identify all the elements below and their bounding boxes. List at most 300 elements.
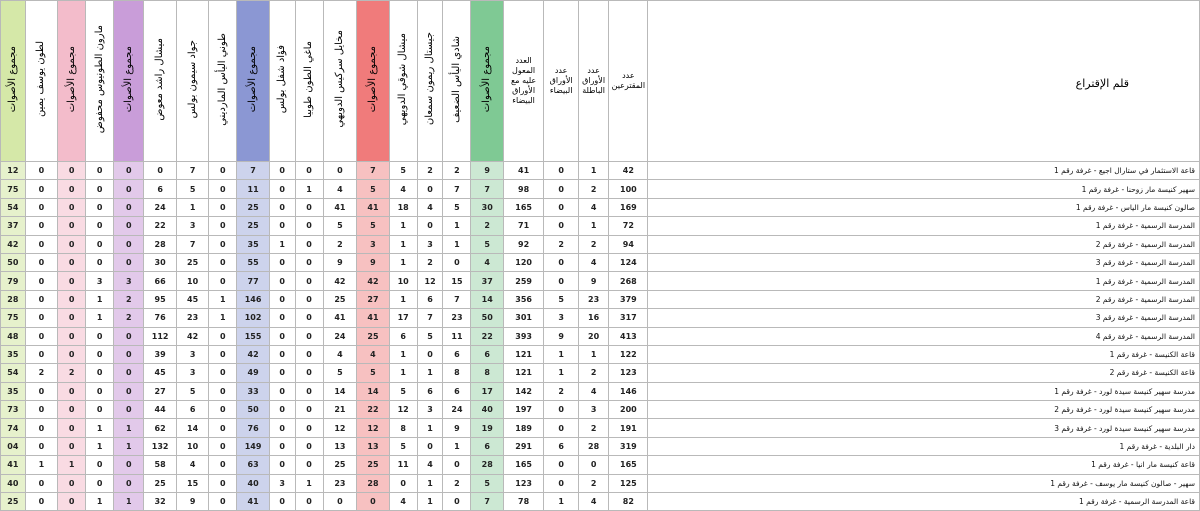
table-cell[interactable]: 37 — [1, 217, 26, 235]
table-cell[interactable]: 0 — [86, 198, 114, 216]
table-cell[interactable]: 4 — [579, 253, 609, 271]
table-cell[interactable]: 155 — [237, 327, 269, 345]
table-cell[interactable]: 0 — [544, 474, 579, 492]
table-cell[interactable]: 120 — [503, 253, 543, 271]
table-cell[interactable]: 74 — [1, 419, 26, 437]
table-cell[interactable]: 259 — [503, 272, 543, 290]
table-cell[interactable]: 2 — [544, 382, 579, 400]
table-cell[interactable]: 5 — [389, 437, 417, 455]
table-cell[interactable]: 112 — [144, 327, 176, 345]
table-cell[interactable]: 317 — [609, 309, 648, 327]
table-cell[interactable]: 0 — [443, 493, 471, 511]
table-cell[interactable]: 42 — [323, 272, 357, 290]
table-cell[interactable]: 3 — [176, 345, 208, 363]
table-cell[interactable]: 2 — [471, 217, 503, 235]
table-cell[interactable]: 0 — [25, 382, 57, 400]
table-cell[interactable]: 12 — [417, 272, 443, 290]
table-cell[interactable]: 0 — [417, 437, 443, 455]
table-cell[interactable]: 0 — [295, 456, 323, 474]
table-cell[interactable]: 4 — [357, 345, 389, 363]
table-cell[interactable]: 0 — [209, 382, 237, 400]
table-cell[interactable]: 92 — [503, 235, 543, 253]
table-cell[interactable]: 6 — [471, 345, 503, 363]
table-cell[interactable]: 2 — [579, 364, 609, 382]
table-cell[interactable]: 1 — [544, 364, 579, 382]
table-cell[interactable]: 3 — [544, 309, 579, 327]
table-cell[interactable]: 6 — [443, 382, 471, 400]
table-cell[interactable]: 0 — [295, 419, 323, 437]
table-cell[interactable]: 0 — [209, 456, 237, 474]
table-cell[interactable]: 0 — [25, 253, 57, 271]
table-cell[interactable]: 8 — [389, 419, 417, 437]
table-cell[interactable]: 7 — [417, 309, 443, 327]
table-cell[interactable]: 28 — [144, 235, 176, 253]
table-cell[interactable]: 0 — [86, 456, 114, 474]
table-cell[interactable]: 40 — [1, 474, 26, 492]
table-cell[interactable]: 4 — [323, 345, 357, 363]
table-cell[interactable]: 6 — [417, 290, 443, 308]
table-cell[interactable]: 41 — [323, 198, 357, 216]
ballot-cell[interactable]: مدرسة سهير كنيسة سيدة لورد - غرفة رقم 3 — [648, 419, 1200, 437]
table-cell[interactable]: 2 — [114, 290, 144, 308]
table-cell[interactable]: 11 — [389, 456, 417, 474]
table-cell[interactable]: 1 — [114, 493, 144, 511]
table-cell[interactable]: 0 — [209, 253, 237, 271]
table-cell[interactable]: 5 — [176, 382, 208, 400]
table-cell[interactable]: 37 — [471, 272, 503, 290]
table-cell[interactable]: 0 — [86, 180, 114, 198]
table-cell[interactable]: 0 — [58, 401, 86, 419]
table-cell[interactable]: 32 — [144, 493, 176, 511]
table-cell[interactable]: 9 — [176, 493, 208, 511]
table-cell[interactable]: 0 — [114, 180, 144, 198]
table-cell[interactable]: 50 — [237, 401, 269, 419]
table-cell[interactable]: 98 — [503, 180, 543, 198]
table-cell[interactable]: 9 — [471, 162, 503, 180]
table-cell[interactable]: 3 — [579, 401, 609, 419]
table-cell[interactable]: 8 — [443, 364, 471, 382]
table-cell[interactable]: 165 — [503, 456, 543, 474]
ballot-cell[interactable]: مدرسة سهير كنيسة سيدة لورد - غرفة رقم 1 — [648, 382, 1200, 400]
table-cell[interactable]: 25 — [1, 493, 26, 511]
table-cell[interactable]: 13 — [357, 437, 389, 455]
table-cell[interactable]: 79 — [1, 272, 26, 290]
table-cell[interactable]: 21 — [323, 401, 357, 419]
table-cell[interactable]: 12 — [357, 419, 389, 437]
ballot-cell[interactable]: قاعة كنيسة مار انيا - غرفة رقم 1 — [648, 456, 1200, 474]
table-cell[interactable]: 1 — [86, 290, 114, 308]
table-cell[interactable]: 413 — [609, 327, 648, 345]
table-cell[interactable]: 24 — [144, 198, 176, 216]
table-cell[interactable]: 0 — [25, 162, 57, 180]
table-cell[interactable]: 4 — [579, 198, 609, 216]
table-cell[interactable]: 0 — [25, 290, 57, 308]
table-cell[interactable]: 35 — [237, 235, 269, 253]
table-cell[interactable]: 0 — [114, 382, 144, 400]
table-cell[interactable]: 0 — [58, 474, 86, 492]
table-cell[interactable]: 132 — [144, 437, 176, 455]
table-cell[interactable]: 40 — [471, 401, 503, 419]
table-cell[interactable]: 0 — [295, 345, 323, 363]
table-cell[interactable]: 71 — [503, 217, 543, 235]
table-cell[interactable]: 1 — [544, 345, 579, 363]
table-cell[interactable]: 8 — [471, 364, 503, 382]
table-cell[interactable]: 2 — [323, 235, 357, 253]
table-cell[interactable]: 4 — [579, 493, 609, 511]
table-cell[interactable]: 0 — [269, 345, 295, 363]
table-cell[interactable]: 4 — [323, 180, 357, 198]
table-cell[interactable]: 0 — [114, 235, 144, 253]
table-cell[interactable]: 0 — [58, 419, 86, 437]
table-cell[interactable]: 14 — [471, 290, 503, 308]
ballot-cell[interactable]: المدرسة الرسمية - غرفة رقم 2 — [648, 290, 1200, 308]
table-cell[interactable]: 1 — [417, 364, 443, 382]
table-cell[interactable]: 15 — [443, 272, 471, 290]
table-cell[interactable]: 28 — [1, 290, 26, 308]
table-cell[interactable]: 28 — [471, 456, 503, 474]
table-cell[interactable]: 54 — [1, 364, 26, 382]
table-cell[interactable]: 0 — [25, 493, 57, 511]
table-cell[interactable]: 0 — [295, 272, 323, 290]
table-cell[interactable]: 2 — [58, 364, 86, 382]
table-cell[interactable]: 41 — [357, 309, 389, 327]
table-cell[interactable]: 2 — [114, 309, 144, 327]
table-cell[interactable]: 55 — [237, 253, 269, 271]
table-cell[interactable]: 24 — [443, 401, 471, 419]
table-cell[interactable]: 0 — [417, 180, 443, 198]
table-cell[interactable]: 0 — [114, 198, 144, 216]
table-cell[interactable]: 0 — [544, 456, 579, 474]
table-cell[interactable]: 0 — [209, 401, 237, 419]
table-cell[interactable]: 0 — [114, 345, 144, 363]
table-cell[interactable]: 0 — [114, 456, 144, 474]
ballot-cell[interactable]: المدرسة الرسمية - غرفة رقم 2 — [648, 235, 1200, 253]
table-cell[interactable]: 0 — [544, 272, 579, 290]
table-cell[interactable]: 0 — [209, 162, 237, 180]
table-cell[interactable]: 1 — [417, 474, 443, 492]
table-cell[interactable]: 0 — [295, 364, 323, 382]
table-cell[interactable]: 6 — [471, 437, 503, 455]
table-cell[interactable]: 15 — [176, 474, 208, 492]
table-cell[interactable]: 2 — [579, 474, 609, 492]
table-cell[interactable]: 0 — [269, 419, 295, 437]
table-cell[interactable]: 0 — [544, 253, 579, 271]
table-cell[interactable]: 1 — [86, 309, 114, 327]
table-cell[interactable]: 3 — [176, 217, 208, 235]
table-cell[interactable]: 6 — [144, 180, 176, 198]
table-cell[interactable]: 17 — [471, 382, 503, 400]
table-cell[interactable]: 0 — [209, 474, 237, 492]
table-cell[interactable]: 95 — [144, 290, 176, 308]
table-cell[interactable]: 0 — [295, 327, 323, 345]
table-cell[interactable]: 0 — [295, 382, 323, 400]
table-cell[interactable]: 9 — [544, 327, 579, 345]
table-cell[interactable]: 18 — [389, 198, 417, 216]
table-cell[interactable]: 73 — [1, 401, 26, 419]
table-cell[interactable]: 45 — [144, 364, 176, 382]
table-cell[interactable]: 5 — [471, 474, 503, 492]
table-cell[interactable]: 58 — [144, 456, 176, 474]
table-cell[interactable]: 4 — [176, 456, 208, 474]
table-cell[interactable]: 27 — [357, 290, 389, 308]
table-cell[interactable]: 1 — [389, 253, 417, 271]
table-cell[interactable]: 2 — [417, 253, 443, 271]
table-cell[interactable]: 0 — [209, 272, 237, 290]
table-cell[interactable]: 2 — [443, 162, 471, 180]
table-cell[interactable]: 42 — [357, 272, 389, 290]
table-cell[interactable]: 33 — [237, 382, 269, 400]
table-cell[interactable]: 72 — [609, 217, 648, 235]
table-cell[interactable]: 0 — [417, 217, 443, 235]
table-cell[interactable]: 7 — [471, 493, 503, 511]
table-cell[interactable]: 23 — [176, 309, 208, 327]
table-cell[interactable]: 41 — [237, 493, 269, 511]
table-cell[interactable]: 7 — [357, 162, 389, 180]
table-cell[interactable]: 0 — [58, 327, 86, 345]
table-cell[interactable]: 04 — [1, 437, 26, 455]
table-cell[interactable]: 7 — [471, 180, 503, 198]
table-cell[interactable]: 0 — [114, 401, 144, 419]
table-cell[interactable]: 23 — [443, 309, 471, 327]
ballot-cell[interactable]: دار البلدية - غرفة رقم 1 — [648, 437, 1200, 455]
table-cell[interactable]: 0 — [269, 364, 295, 382]
table-cell[interactable]: 16 — [579, 309, 609, 327]
table-cell[interactable]: 2 — [25, 364, 57, 382]
table-cell[interactable]: 0 — [295, 253, 323, 271]
ballot-cell[interactable]: قاعة الاستثمار في ستارال اجيع - غرفة رقم 1 — [648, 162, 1200, 180]
table-cell[interactable]: 9 — [443, 419, 471, 437]
table-cell[interactable]: 3 — [417, 235, 443, 253]
table-cell[interactable]: 41 — [323, 309, 357, 327]
table-cell[interactable]: 30 — [144, 253, 176, 271]
table-cell[interactable]: 0 — [443, 253, 471, 271]
table-cell[interactable]: 0 — [269, 217, 295, 235]
table-cell[interactable]: 1 — [86, 493, 114, 511]
table-cell[interactable]: 379 — [609, 290, 648, 308]
table-cell[interactable]: 44 — [144, 401, 176, 419]
table-cell[interactable]: 0 — [58, 345, 86, 363]
table-cell[interactable]: 25 — [176, 253, 208, 271]
table-cell[interactable]: 1 — [295, 180, 323, 198]
table-cell[interactable]: 49 — [237, 364, 269, 382]
table-cell[interactable]: 0 — [544, 180, 579, 198]
table-cell[interactable]: 2 — [443, 474, 471, 492]
table-cell[interactable]: 146 — [609, 382, 648, 400]
table-cell[interactable]: 7 — [443, 180, 471, 198]
table-cell[interactable]: 1 — [544, 493, 579, 511]
table-cell[interactable]: 1 — [176, 198, 208, 216]
table-cell[interactable]: 2 — [579, 419, 609, 437]
table-cell[interactable]: 7 — [443, 290, 471, 308]
table-cell[interactable]: 3 — [176, 364, 208, 382]
table-cell[interactable]: 13 — [323, 437, 357, 455]
table-cell[interactable]: 1 — [269, 235, 295, 253]
table-cell[interactable]: 5 — [176, 180, 208, 198]
table-cell[interactable]: 4 — [579, 382, 609, 400]
table-cell[interactable]: 76 — [144, 309, 176, 327]
table-cell[interactable]: 125 — [609, 474, 648, 492]
table-cell[interactable]: 0 — [323, 162, 357, 180]
table-cell[interactable]: 0 — [269, 162, 295, 180]
table-cell[interactable]: 0 — [443, 456, 471, 474]
table-cell[interactable]: 27 — [144, 382, 176, 400]
table-cell[interactable]: 1 — [209, 309, 237, 327]
table-cell[interactable]: 0 — [25, 180, 57, 198]
table-cell[interactable]: 0 — [269, 290, 295, 308]
table-cell[interactable]: 5 — [389, 382, 417, 400]
table-cell[interactable]: 54 — [1, 198, 26, 216]
table-cell[interactable]: 0 — [25, 327, 57, 345]
table-cell[interactable]: 25 — [323, 290, 357, 308]
table-cell[interactable]: 12 — [389, 401, 417, 419]
table-cell[interactable]: 0 — [25, 474, 57, 492]
table-cell[interactable]: 0 — [209, 364, 237, 382]
table-cell[interactable]: 123 — [609, 364, 648, 382]
table-cell[interactable]: 0 — [209, 235, 237, 253]
table-cell[interactable]: 28 — [579, 437, 609, 455]
table-cell[interactable]: 5 — [544, 290, 579, 308]
table-cell[interactable]: 25 — [237, 217, 269, 235]
table-cell[interactable]: 0 — [295, 217, 323, 235]
table-cell[interactable]: 0 — [114, 327, 144, 345]
table-cell[interactable]: 0 — [58, 180, 86, 198]
table-cell[interactable]: 0 — [269, 382, 295, 400]
ballot-cell[interactable]: قاعة المدرسة الرسمية - غرفة رقم 1 — [648, 493, 1200, 511]
table-cell[interactable]: 0 — [25, 437, 57, 455]
table-cell[interactable]: 6 — [544, 437, 579, 455]
table-cell[interactable]: 5 — [323, 217, 357, 235]
table-cell[interactable]: 0 — [295, 493, 323, 511]
table-cell[interactable]: 0 — [544, 419, 579, 437]
table-cell[interactable]: 75 — [1, 180, 26, 198]
table-cell[interactable]: 1 — [579, 345, 609, 363]
table-cell[interactable]: 63 — [237, 456, 269, 474]
table-cell[interactable]: 1 — [579, 162, 609, 180]
table-cell[interactable]: 0 — [295, 198, 323, 216]
table-cell[interactable]: 77 — [237, 272, 269, 290]
table-cell[interactable]: 24 — [323, 327, 357, 345]
table-cell[interactable]: 3 — [417, 401, 443, 419]
table-cell[interactable]: 45 — [176, 290, 208, 308]
table-cell[interactable]: 123 — [503, 474, 543, 492]
table-cell[interactable]: 22 — [357, 401, 389, 419]
table-cell[interactable]: 1 — [389, 235, 417, 253]
table-cell[interactable]: 0 — [86, 364, 114, 382]
table-cell[interactable]: 0 — [86, 327, 114, 345]
table-cell[interactable]: 41 — [357, 198, 389, 216]
table-cell[interactable]: 0 — [114, 364, 144, 382]
table-cell[interactable]: 0 — [269, 437, 295, 455]
table-cell[interactable]: 2 — [579, 235, 609, 253]
table-cell[interactable]: 5 — [357, 217, 389, 235]
table-cell[interactable]: 0 — [295, 437, 323, 455]
table-cell[interactable]: 0 — [544, 217, 579, 235]
table-cell[interactable]: 124 — [609, 253, 648, 271]
table-cell[interactable]: 76 — [237, 419, 269, 437]
table-cell[interactable]: 7 — [176, 235, 208, 253]
table-cell[interactable]: 0 — [86, 382, 114, 400]
table-cell[interactable]: 0 — [86, 401, 114, 419]
table-cell[interactable]: 291 — [503, 437, 543, 455]
table-cell[interactable]: 0 — [58, 382, 86, 400]
table-cell[interactable]: 50 — [1, 253, 26, 271]
table-cell[interactable]: 0 — [25, 198, 57, 216]
ballot-cell[interactable]: المدرسة الرسمية - غرفة رقم 4 — [648, 327, 1200, 345]
table-cell[interactable]: 0 — [58, 217, 86, 235]
table-cell[interactable]: 5 — [323, 364, 357, 382]
table-cell[interactable]: 100 — [609, 180, 648, 198]
table-cell[interactable]: 25 — [357, 456, 389, 474]
table-cell[interactable]: 0 — [86, 253, 114, 271]
table-cell[interactable]: 40 — [237, 474, 269, 492]
table-cell[interactable]: 165 — [609, 456, 648, 474]
table-cell[interactable]: 10 — [176, 272, 208, 290]
table-cell[interactable]: 0 — [269, 493, 295, 511]
table-cell[interactable]: 0 — [209, 419, 237, 437]
table-cell[interactable]: 42 — [609, 162, 648, 180]
table-cell[interactable]: 48 — [1, 327, 26, 345]
table-cell[interactable]: 1 — [389, 290, 417, 308]
table-cell[interactable]: 2 — [579, 180, 609, 198]
table-cell[interactable]: 1 — [389, 364, 417, 382]
table-cell[interactable]: 0 — [144, 162, 176, 180]
table-cell[interactable]: 94 — [609, 235, 648, 253]
table-cell[interactable]: 5 — [443, 198, 471, 216]
table-cell[interactable]: 50 — [471, 309, 503, 327]
table-cell[interactable]: 7 — [237, 162, 269, 180]
table-cell[interactable]: 28 — [357, 474, 389, 492]
table-cell[interactable]: 0 — [58, 272, 86, 290]
table-cell[interactable]: 2 — [544, 235, 579, 253]
table-cell[interactable]: 0 — [25, 217, 57, 235]
table-cell[interactable]: 1 — [389, 217, 417, 235]
table-cell[interactable]: 14 — [323, 382, 357, 400]
table-cell[interactable]: 9 — [579, 272, 609, 290]
table-cell[interactable]: 0 — [544, 401, 579, 419]
table-cell[interactable]: 1 — [86, 419, 114, 437]
table-cell[interactable]: 0 — [86, 345, 114, 363]
table-cell[interactable]: 0 — [209, 493, 237, 511]
table-cell[interactable]: 5 — [417, 327, 443, 345]
table-cell[interactable]: 268 — [609, 272, 648, 290]
table-cell[interactable]: 1 — [25, 456, 57, 474]
table-cell[interactable]: 42 — [1, 235, 26, 253]
table-cell[interactable]: 146 — [237, 290, 269, 308]
table-cell[interactable]: 82 — [609, 493, 648, 511]
table-cell[interactable]: 356 — [503, 290, 543, 308]
table-cell[interactable]: 7 — [176, 162, 208, 180]
table-cell[interactable]: 0 — [58, 235, 86, 253]
table-cell[interactable]: 191 — [609, 419, 648, 437]
table-cell[interactable]: 5 — [471, 235, 503, 253]
table-cell[interactable]: 0 — [295, 309, 323, 327]
ballot-cell[interactable]: المدرسة الرسمية - غرفة رقم 3 — [648, 253, 1200, 271]
table-cell[interactable]: 39 — [144, 345, 176, 363]
table-cell[interactable]: 10 — [176, 437, 208, 455]
table-cell[interactable]: 25 — [237, 198, 269, 216]
table-cell[interactable]: 66 — [144, 272, 176, 290]
table-cell[interactable]: 0 — [58, 253, 86, 271]
table-cell[interactable]: 5 — [389, 162, 417, 180]
table-cell[interactable]: 23 — [323, 474, 357, 492]
table-cell[interactable]: 14 — [176, 419, 208, 437]
table-cell[interactable]: 0 — [269, 456, 295, 474]
table-cell[interactable]: 30 — [471, 198, 503, 216]
table-cell[interactable]: 62 — [144, 419, 176, 437]
table-cell[interactable]: 5 — [357, 180, 389, 198]
table-cell[interactable]: 102 — [237, 309, 269, 327]
table-cell[interactable]: 0 — [209, 327, 237, 345]
